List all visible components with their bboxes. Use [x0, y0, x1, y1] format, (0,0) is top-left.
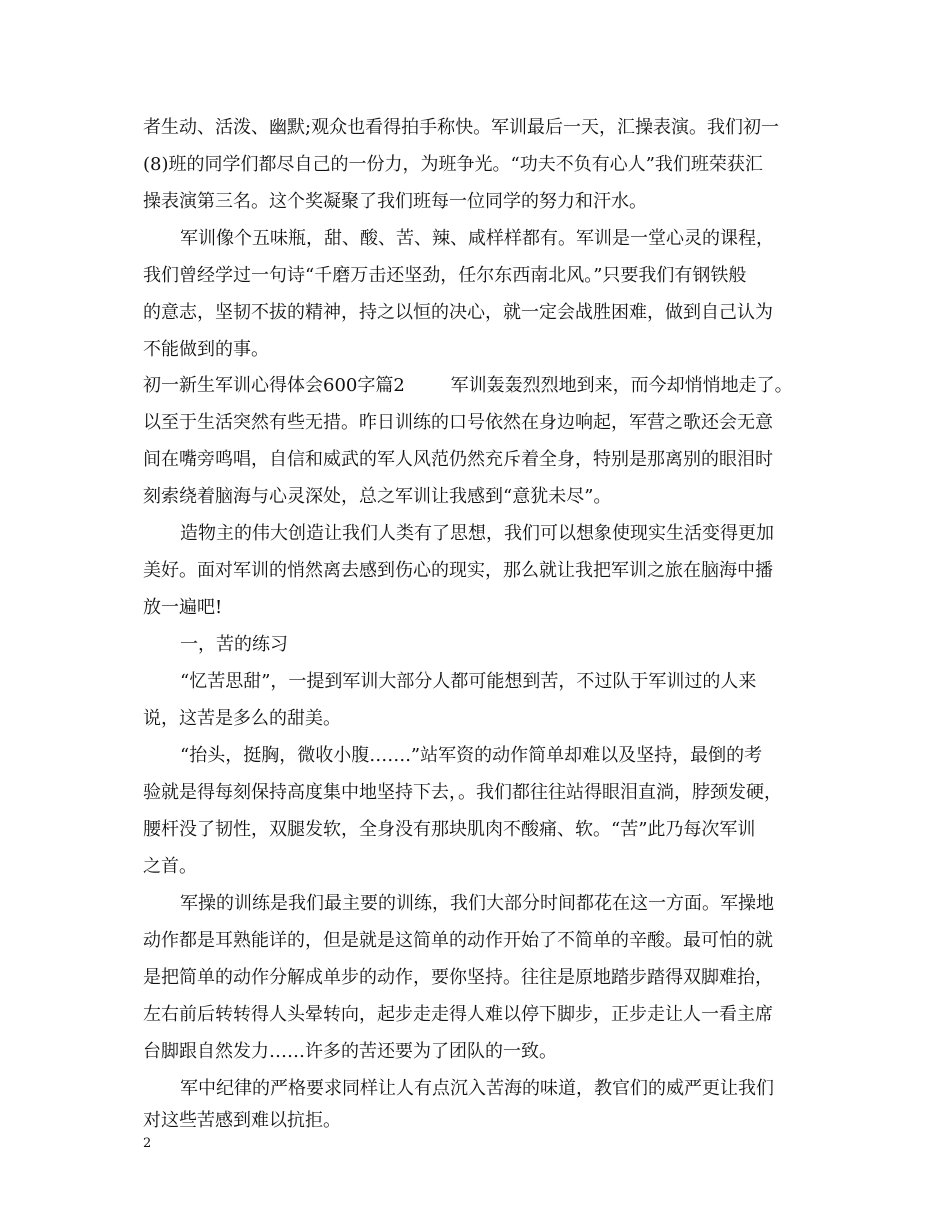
text-line: 以至于生活突然有些无措。昨日训练的口号依然在身边响起，军营之歌还会无意 [143, 412, 773, 433]
text-line: (8)班的同学们都尽自己的一份力，为班争光。“功夫不负有心人”我们班荣获汇 [143, 154, 763, 175]
text-line: 是把简单的动作分解成单步的动作，要你坚持。往往是原地踏步踏得双脚难抬， [143, 967, 773, 988]
text-line: 动作都是耳熟能详的，但是就是这简单的动作开始了不简单的辛酸。最可怕的就 [143, 930, 773, 951]
text-line: 不能做到的事。 [143, 339, 269, 360]
text-line: 验就是得每刻保持高度集中地坚持下去，。我们都往往站得眼泪直淌，脖颈发硬， [143, 782, 782, 803]
page-number: 2 [143, 1136, 152, 1151]
text-line: 者生动、活泼、幽默;观众也看得拍手称快。军训最后一天，汇操表演。我们初一 [143, 117, 780, 138]
paragraph-start: “忆苦思甜”，一提到军训大部分人都可能想到苦，不过队于军训过的人来 [180, 671, 757, 692]
text-line: 刻索绕着脑海与心灵深处，总之军训让我感到“意犹未尽”。 [143, 486, 612, 507]
paragraph-start: 军操的训练是我们最主要的训练，我们大部分时间都花在这一方面。军操地 [180, 893, 774, 914]
text-line: 操表演第三名。这个奖凝聚了我们班每一位同学的努力和汗水。 [143, 191, 647, 212]
section-heading-line: 初一新生军训心得体会600字篇2 军训轰轰烈烈地到来，而今却悄悄地走了。 [143, 375, 793, 396]
text-line: 的意志，坚韧不拔的精神，持之以恒的决心，就一定会战胜困难，做到自己认为 [143, 302, 773, 323]
paragraph-start: 军中纪律的严格要求同样让人有点沉入苦海的味道，教官们的威严更让我们 [180, 1078, 774, 1099]
text-line: 间在嘴旁鸣唱，自信和威武的军人风范仍然充斥着全身，特别是那离别的眼泪时 [143, 449, 773, 470]
text-line: 之首。 [143, 856, 197, 877]
paragraph-start: “抬头，挺胸，微收小腹…….”站军资的动作简单却难以及坚持，最倒的考 [180, 745, 763, 766]
paragraph-start: 军训像个五味瓶，甜、酸、苦、辣、咸样样都有。军训是一堂心灵的课程， [180, 228, 774, 249]
text-line: 说，这苦是多么的甜美。 [143, 708, 341, 729]
text-line: 我们曾经学过一句诗“千磨万击还坚劲，任尔东西南北风。”只要我们有钢铁般 [143, 265, 747, 286]
text-line: 台脚跟自然发力……许多的苦还要为了团队的一致。 [143, 1041, 557, 1062]
text-line: 左右前后转转得人头晕转向，起步走走得人难以停下脚步，正步走让人一看主席 [143, 1004, 773, 1025]
subheading: 一，苦的练习 [180, 634, 288, 655]
text-line: 腰杆没了韧性，双腿发软，全身没有那块肌肉不酸痛、软。“苦”此乃每次军训 [143, 819, 756, 840]
text-line: 对这些苦感到难以抗拒。 [143, 1110, 341, 1131]
text-line: 放一遍吧! [143, 597, 223, 618]
text-line: 美好。面对军训的悄然离去感到伤心的现实，那么就让我把军训之旅在脑海中播 [143, 560, 773, 581]
paragraph-start: 造物主的伟大创造让我们人类有了思想，我们可以想象使现实生活变得更加 [180, 523, 774, 544]
